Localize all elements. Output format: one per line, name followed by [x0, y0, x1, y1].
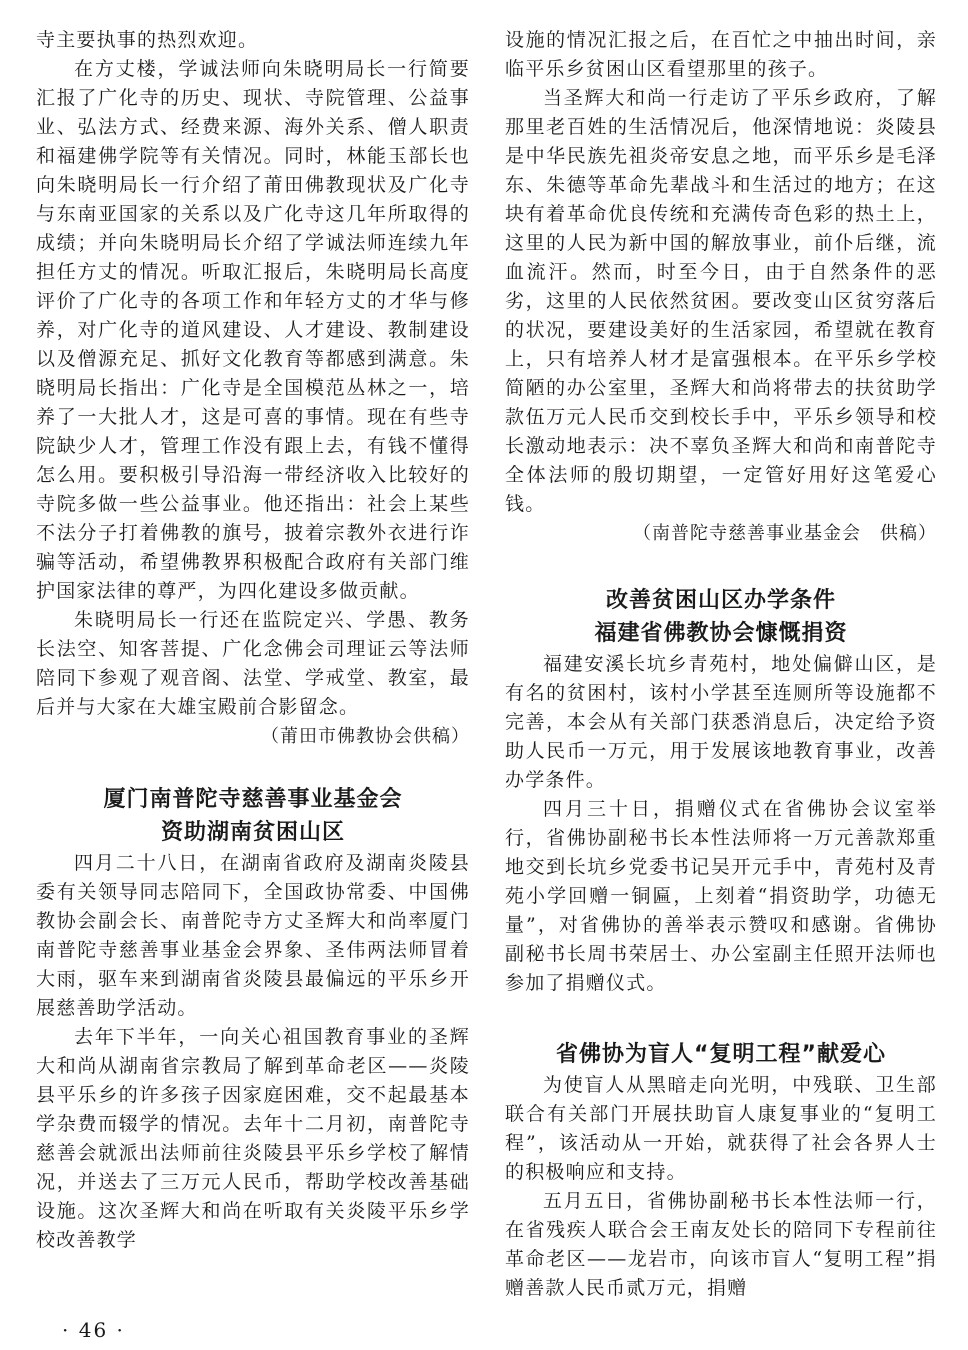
paragraph: 四月三十日，捐赠仪式在省佛协会议室举行，省佛协副秘书长本性法师将一万元善款郑重地交到长坑乡党委书记吴开元手中，青苑村及青苑小学回赠一铜匾，上刻着“捐资助学，功德无量”，对省佛协的善举表示赞叹和感谢。省佛协副秘书长周书荣居士、办公室副主任照开法师也参加了捐赠仪式。	[505, 798, 937, 994]
paragraph: 五月五日，省佛协副秘书长本性法师一行，在省残疾人联合会王南友处长的陪同下专程前往革命老区——龙岩市，向该市盲人“复明工程”捐赠善款人民币贰万元，捐赠	[505, 1190, 937, 1299]
section-gap	[505, 998, 937, 1038]
article-heading: 省佛协为盲人“复明工程”献爱心	[556, 1042, 886, 1067]
paragraph: 为使盲人从黑暗走向光明，中残联、卫生部联合有关部门开展扶助盲人康复事业的“复明工程”，该活动从一开始，就获得了社会各界人士的积极响应和支持。	[505, 1074, 937, 1183]
article-heading-line1: 厦门南普陀寺慈善事业基金会	[103, 787, 403, 812]
paragraph: 福建安溪长坑乡青苑村，地处偏僻山区，是有名的贫困村，该村小学甚至连厕所等设施都不完善，本会从有关部门获悉消息后，决定给予资助人民币一万元，用于发展该地教育事业，改善办学条件。	[505, 653, 937, 791]
article-heading-line2: 资助湖南贫困山区	[160, 820, 345, 845]
continued-paragraph: 设施的情况汇报之后，在百忙之中抽出时间，亲临平乐乡贫困山区看望那里的孩子。	[505, 29, 937, 80]
paragraph: 去年下半年，一向关心祖国教育事业的圣辉大和尚从湖南省宗教局了解到革命老区——炎陵县平乐乡的许多孩子因家庭困难，交不起最基本学杂费而辍学的情况。去年十二月初，南普陀寺慈善会就派出法师前往炎陵县平乐乡学校了解情况，并送去了三万元人民币，帮助学校改善基础设施。这次圣辉大和尚在听取有关炎陵平乐乡学校改善教学	[36, 1026, 470, 1251]
source-credit: （莆田市佛教协会供稿）	[261, 726, 470, 747]
page-number: · 46 ·	[62, 1318, 125, 1342]
section-gap	[36, 751, 470, 783]
section-gap	[505, 548, 937, 584]
right-column	[505, 26, 937, 1303]
paragraph: 四月二十八日，在湖南省政府及湖南炎陵县委有关领导同志陪同下，全国政协常委、中国佛教协会副会长、南普陀寺方丈圣辉大和尚率厦门南普陀寺慈善事业基金会界象、圣伟两法师冒着大雨，驱车来到湖南省炎陵县最偏远的平乐乡开展慈善助学活动。	[36, 852, 470, 1019]
left-column	[36, 26, 470, 1255]
continued-paragraph: 寺主要执事的热烈欢迎。	[36, 29, 259, 51]
paragraph: 当圣辉大和尚一行走访了平乐乡政府，了解那里老百姓的生活情况后，他深情地说：炎陵县是中华民族先祖炎帝安息之地，而平乐乡是毛泽东、朱德等革命先辈战斗和生活过的地方；在这块有着革命优良传统和充满传奇色彩的热土上，这里的人民为新中国的解放事业，前仆后继，流血流汗。然而，时至今日，由于自然条件的恶劣，这里的人民依然贫困。要改变山区贫穷落后的状况，要建设美好的生活家园，希望就在教育上，只有培养人材才是富强根本。在平乐乡学校简陋的办公室里，圣辉大和尚将带去的扶贫助学款伍万元人民币交到校长手中，平乐乡领导和校长激动地表示：决不辜负圣辉大和尚和南普陀寺全体法师的殷切期望，一定管好用好这笔爱心钱。	[505, 87, 937, 515]
article-heading-line2: 福建省佛教协会慷慨捐资	[594, 621, 848, 646]
paragraph: 朱晓明局长一行还在监院定兴、学愚、教务长法空、知客菩提、广化念佛会司理证云等法师陪同下参观了观音阁、法堂、学戒堂、教室，最后并与大家在大雄宝殿前合影留念。	[36, 609, 470, 718]
source-credit: （南普陀寺慈善事业基金会 供稿）	[633, 523, 937, 544]
paragraph: 在方丈楼，学诚法师向朱晓明局长一行简要汇报了广化寺的历史、现状、寺院管理、公益事业、弘法方式、经费来源、海外关系、僧人职责和福建佛学院等有关情况。同时，林能玉部长也向朱晓明局长一行介绍了莆田佛教现状及广化寺与东南亚国家的关系以及广化寺这几年所取得的成绩；并向朱晓明局长介绍了学诚法师连续九年担任方丈的情况。听取汇报后，朱晓明局长高度评价了广化寺的各项工作和年轻方丈的才华与修养，对广化寺的道风建设、人才建设、教制建设以及僧源充足、抓好文化教育等都感到满意。朱晓明局长指出：广化寺是全国模范丛林之一，培养了一大批人才，这是可喜的事情。现在有些寺院缺少人才，管理工作没有跟上去，有钱不懂得怎么用。要积极引导沿海一带经济收入比较好的寺院多做一些公益事业。他还指出：社会上某些不法分子打着佛教的旗号，披着宗教外衣进行诈骗等活动，希望佛教界积极配合政府有关部门维护国家法律的尊严，为四化建设多做贡献。	[36, 58, 470, 602]
article-heading-line1: 改善贫困山区办学条件	[605, 588, 836, 613]
